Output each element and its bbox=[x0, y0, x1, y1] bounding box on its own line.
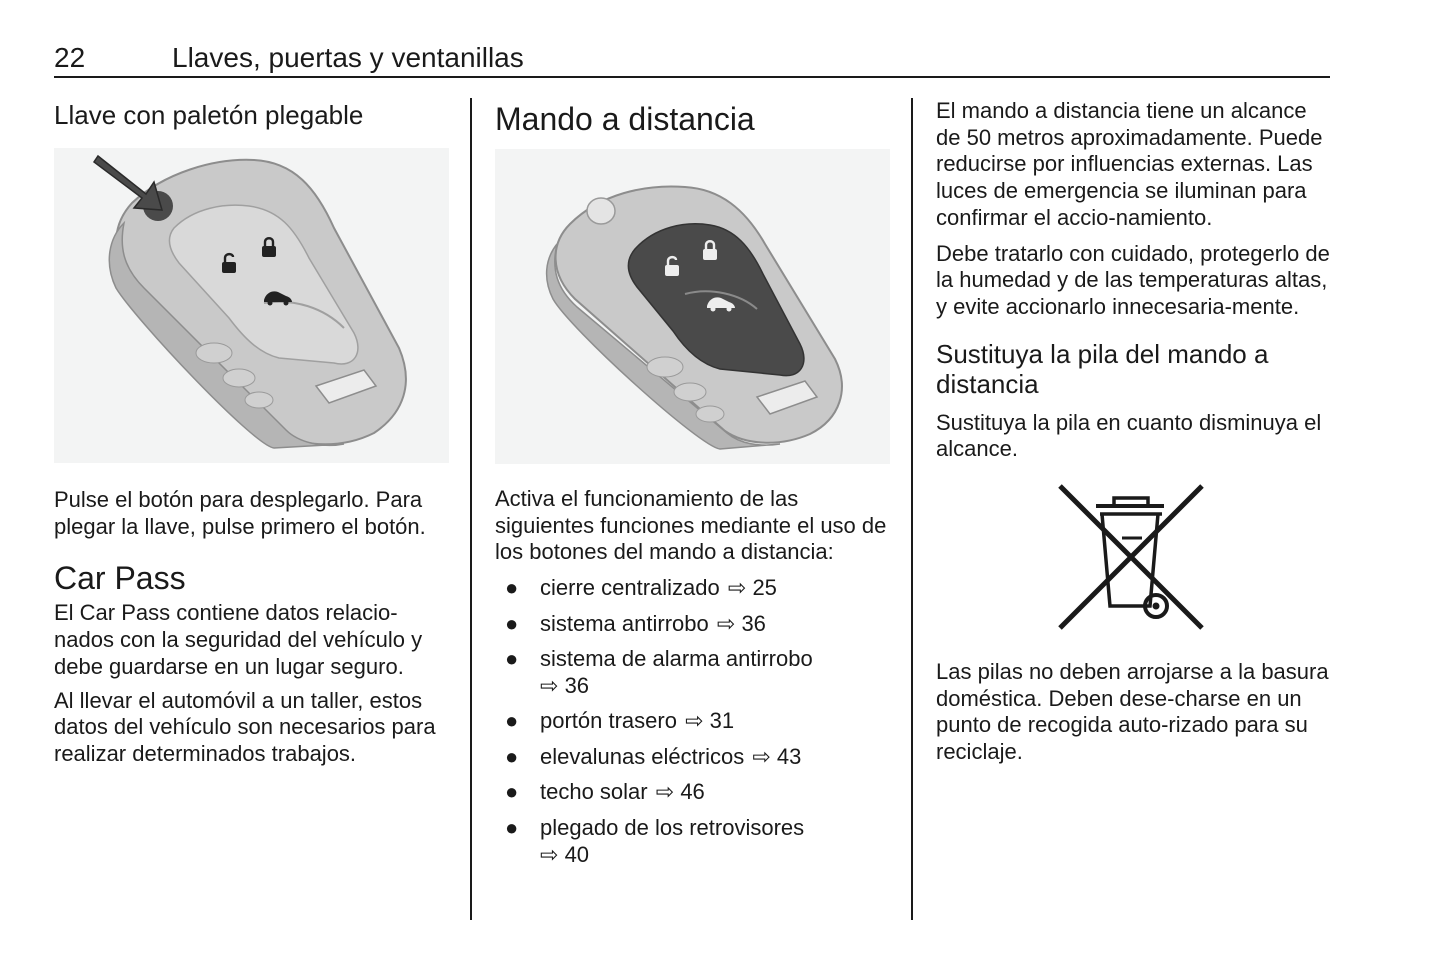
page-ref-icon: ⇨ bbox=[655, 779, 675, 805]
bullet: ● bbox=[505, 610, 519, 636]
chapter-title: Llaves, puertas y ventanillas bbox=[172, 42, 524, 73]
bullet: ● bbox=[505, 708, 519, 734]
list-item bbox=[495, 815, 895, 868]
column-2 bbox=[495, 98, 895, 877]
page-ref-icon: ⇨ bbox=[727, 575, 747, 601]
header-rule bbox=[54, 76, 1330, 78]
car-pass-text-2: Al llevar el automóvil a un taller, estos datos del vehículo son necesarios para realizar determinados trabajos. bbox=[54, 687, 436, 766]
item-text: portón trasero bbox=[540, 708, 677, 734]
page-ref-link[interactable]: 25 bbox=[752, 575, 777, 601]
bullet: ● bbox=[505, 575, 519, 601]
list-item bbox=[495, 779, 895, 806]
item-text: sistema antirrobo bbox=[540, 610, 709, 636]
remote-title: Mando a distancia bbox=[495, 101, 755, 137]
key-instructions: Pulse el botón para desplegarlo. Para plegar la llave, pulse primero el botón. bbox=[54, 487, 426, 539]
page-ref-link[interactable]: 40 bbox=[564, 841, 590, 867]
column-3 bbox=[936, 98, 1336, 766]
bullet: ● bbox=[505, 646, 519, 672]
page-ref-link[interactable]: 31 bbox=[709, 708, 735, 734]
item-text: sistema de alarma antirrobo bbox=[540, 646, 813, 672]
folding-key-figure bbox=[54, 148, 449, 463]
column-divider-2 bbox=[911, 98, 913, 920]
car-pass-text-1: El Car Pass contiene datos relacio-nados con la seguridad del vehículo y debe guardarse en un lugar seguro. bbox=[54, 600, 423, 679]
remote-figure bbox=[495, 149, 890, 464]
item-text: plegado de los retrovisores bbox=[540, 814, 805, 840]
page-ref-link[interactable]: 36 bbox=[741, 610, 766, 636]
column-1 bbox=[54, 98, 454, 768]
battery-text: Sustituya la pila en cuanto disminuya el alcance. bbox=[936, 409, 1322, 462]
page-ref-icon: ⇨ bbox=[540, 672, 559, 698]
list-item bbox=[495, 744, 895, 771]
page-ref-link[interactable]: 46 bbox=[680, 779, 705, 805]
key-heading: Llave con paletón plegable bbox=[54, 100, 364, 130]
range-text: El mando a distancia tiene un alcance de 50 metros aproximadamente. Puede reducirse por influencias externas. Las luces de emergencia se iluminan para confirmar el accio-namiento. bbox=[936, 98, 1323, 230]
bullet: ● bbox=[505, 779, 519, 805]
care-text: Debe tratarlo con cuidado, protegerlo de la humedad y de las temperaturas altas, y evite accionarlo innecesaria-mente. bbox=[936, 240, 1330, 319]
page-number: 22 bbox=[54, 42, 86, 73]
list-item bbox=[495, 646, 895, 699]
page-ref-icon: ⇨ bbox=[716, 610, 736, 636]
disposal-text: Las pilas no deben arrojarse a la basura doméstica. Deben dese-charse en un punto de recogida auto-rizado para su reciclaje. bbox=[936, 659, 1329, 765]
column-divider-1 bbox=[470, 98, 472, 920]
car-pass-title: Car Pass bbox=[54, 560, 186, 597]
crossed-bin-icon bbox=[1054, 478, 1209, 633]
remote-intro: Activa el funcionamiento de las siguientes funciones mediante el uso de los botones del mando a distancia: bbox=[495, 486, 887, 565]
list-item bbox=[495, 708, 895, 735]
item-text: cierre centralizado bbox=[540, 575, 720, 601]
page-ref-icon: ⇨ bbox=[685, 708, 704, 734]
page-ref-link[interactable]: 43 bbox=[776, 743, 802, 769]
item-text: elevalunas eléctricos bbox=[540, 743, 745, 769]
page-ref-link[interactable]: 36 bbox=[564, 672, 590, 698]
bullet: ● bbox=[505, 814, 519, 840]
bullet: ● bbox=[505, 743, 519, 769]
item-text: techo solar bbox=[540, 779, 648, 805]
battery-heading: Sustituya la pila del mando a distancia bbox=[936, 338, 1269, 399]
list-item bbox=[495, 575, 895, 602]
page-ref-icon: ⇨ bbox=[540, 841, 559, 867]
list-item bbox=[495, 611, 895, 638]
function-list bbox=[495, 575, 895, 868]
page-ref-icon: ⇨ bbox=[752, 743, 771, 769]
